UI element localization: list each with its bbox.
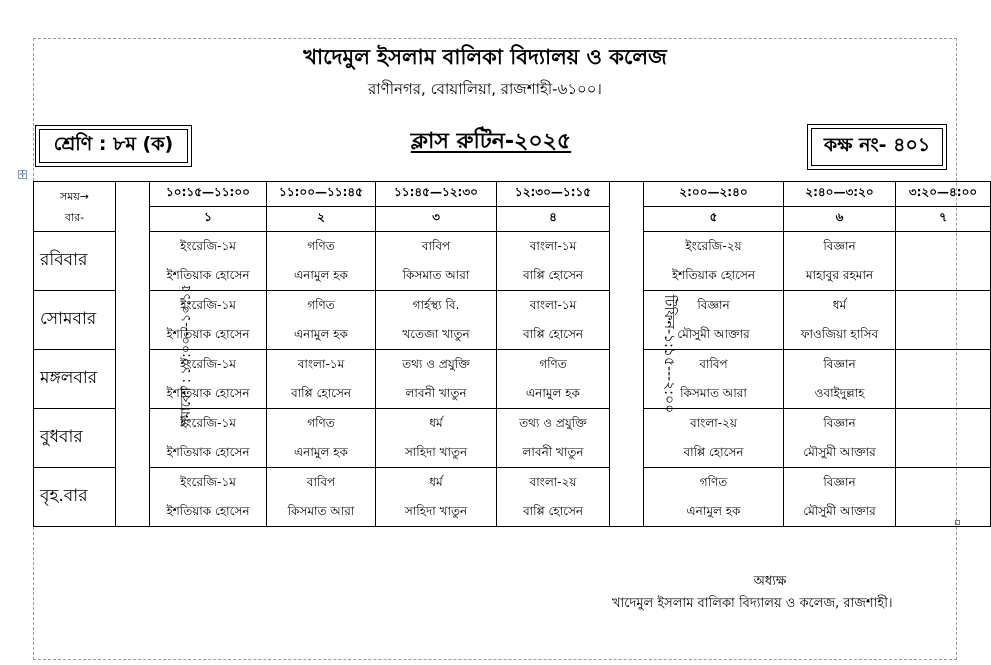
subject-name: তথ্য ও প্রযুক্তি — [519, 416, 587, 430]
subject-name: ইংরেজি-২য় — [685, 239, 742, 253]
class-cell — [896, 409, 991, 468]
teacher-name: ওবাইদুল্লাহ — [814, 386, 865, 400]
teacher-name: মৌসুমী আক্তার — [677, 327, 750, 341]
subject-name: গার্হস্থ্য বি. — [412, 298, 460, 312]
subject-name: ধর্ম — [429, 416, 443, 430]
class-cell — [497, 232, 610, 291]
subject-name: বাংলা-১ম — [529, 239, 577, 253]
time-header-row — [34, 182, 991, 207]
corner-time-label: সময়→ — [59, 189, 90, 203]
period-number: ৭ — [896, 207, 991, 232]
class-cell — [267, 232, 376, 291]
class-cell — [784, 350, 896, 409]
class-cell — [267, 409, 376, 468]
move-arrows-icon[interactable]: ✛ — [19, 170, 26, 179]
teacher-name: ফাওজিয়া হাসিব — [800, 327, 879, 341]
teacher-name: ইশতিয়াক হোসেন — [671, 268, 756, 282]
subject-name: ধর্ম — [832, 298, 847, 312]
school-name: খাদেমুল ইসলাম বালিকা বিদ্যালয় ও কলেজ — [303, 45, 667, 69]
class-cell — [150, 409, 267, 468]
class-cell — [497, 291, 610, 350]
room-number-label: কক্ষ নং- ৪০১ — [823, 134, 931, 156]
teacher-name: এনামুল হক — [294, 268, 348, 282]
assembly-label: সমাবেশ : ১০:০০---১০:১৫ — [178, 283, 194, 427]
teacher-name: খতেজা খাতুন — [402, 327, 470, 341]
routine-title — [350, 128, 632, 156]
subject-name: বাবিপ — [306, 475, 336, 489]
class-cell — [784, 409, 896, 468]
subject-name: ইংরেজি-১ম — [180, 357, 236, 371]
time-slot: ২:০০—২:৪০ — [644, 182, 784, 207]
subject-name: বাংলা-১ম — [529, 298, 577, 312]
class-cell — [150, 350, 267, 409]
class-cell — [644, 468, 784, 527]
teacher-name: ইশতিয়াক হোসেন — [166, 327, 250, 341]
period-header-row — [34, 207, 991, 232]
teacher-name: কিসমাত আরা — [287, 504, 355, 518]
subject-name: বিজ্ঞান — [823, 239, 856, 253]
period-number: ৫ — [644, 207, 784, 232]
time-slot: ১১:০০—১১:৪৫ — [267, 182, 376, 207]
subject-name: ধর্ম — [429, 475, 443, 489]
resize-handle-icon[interactable] — [955, 520, 960, 525]
teacher-name: মৌসুমী আক্তার — [803, 445, 876, 459]
time-slot: ২:৪০—৩:২০ — [784, 182, 896, 207]
time-slot: ১০:১৫—১১:০০ — [150, 182, 267, 207]
routine-table — [33, 181, 991, 527]
day-name: মঙ্গলবার — [34, 350, 116, 409]
class-cell — [267, 350, 376, 409]
subject-name: ইংরেজি-১ম — [180, 416, 236, 430]
subject-name: বিজ্ঞান — [823, 416, 856, 430]
class-cell — [784, 468, 896, 527]
class-label-box — [35, 125, 192, 167]
teacher-name: এনামুল হক — [294, 445, 348, 459]
class-label: শ্রেণি : ৮ম (ক) — [53, 133, 174, 155]
class-cell — [267, 291, 376, 350]
time-slot: ৩:২০—৪:০০ — [896, 182, 991, 207]
teacher-name: বাপ্পি হোসেন — [522, 327, 584, 341]
day-name: বুধবার — [34, 409, 116, 468]
subject-name: বাংলা-২য় — [529, 475, 577, 489]
teacher-name: ইশতিয়াক হোসেন — [166, 445, 250, 459]
subject-name: বিজ্ঞান — [697, 298, 730, 312]
subject-name: গণিত — [699, 475, 728, 489]
class-cell — [376, 468, 497, 527]
time-slot: ১১:৪৫—১২:৩০ — [376, 182, 497, 207]
class-cell — [896, 468, 991, 527]
teacher-name: বাপ্পি হোসেন — [522, 504, 584, 518]
day-name: বৃহ.বার — [34, 468, 116, 527]
subject-name: গণিত — [539, 357, 567, 371]
class-cell — [376, 232, 497, 291]
class-cell — [376, 291, 497, 350]
break-label: টিফিন-১:১৫---২:০০ — [661, 294, 678, 414]
class-cell — [150, 468, 267, 527]
class-cell — [150, 291, 267, 350]
school-address: রাণীনগর, বোয়ালিয়া, রাজশাহী-৬১০০। — [368, 80, 602, 98]
subject-name: ইংরেজি-১ম — [180, 239, 236, 253]
class-cell — [376, 409, 497, 468]
break-column — [610, 182, 678, 527]
teacher-name: এনামুল হক — [294, 327, 348, 341]
room-number-box — [807, 124, 947, 170]
class-cell — [896, 291, 991, 350]
teacher-name: লাবনী খাতুন — [405, 386, 467, 400]
corner-day-label: বার- — [64, 210, 85, 224]
corner-cell — [34, 182, 116, 232]
teacher-name: মাহাবুর রহমান — [805, 268, 874, 282]
assembly-column — [116, 182, 194, 527]
period-number: ৪ — [497, 207, 610, 232]
subject-name: ইংরেজি-১ম — [180, 475, 236, 489]
period-number: ২ — [267, 207, 376, 232]
signature-title: অধ্যক্ষ — [753, 574, 787, 589]
teacher-name: সাহিদা খাতুন — [404, 445, 468, 459]
subject-name: বাংলা-১ম — [297, 357, 345, 371]
class-cell — [267, 468, 376, 527]
subject-name: ইংরেজি-১ম — [180, 298, 236, 312]
teacher-name: ইশতিয়াক হোসেন — [166, 268, 250, 282]
subject-name: বিজ্ঞান — [823, 357, 856, 371]
day-row — [34, 468, 991, 527]
period-number: ৩ — [376, 207, 497, 232]
subject-name: বাবিপ — [421, 239, 451, 253]
subject-name: বাংলা-২য় — [690, 416, 737, 430]
class-cell — [784, 232, 896, 291]
teacher-name: কিসমাত আরা — [680, 386, 747, 400]
teacher-name: বাপ্পি হোসেন — [522, 268, 584, 282]
teacher-name: ইশতিয়াক হোসেন — [166, 504, 250, 518]
teacher-name: মৌসুমী আক্তার — [803, 504, 876, 518]
teacher-name: কিসমাত আরা — [402, 268, 470, 282]
time-slot: ১২:৩০—১:১৫ — [497, 182, 610, 207]
class-cell — [784, 291, 896, 350]
teacher-name: লাবনী খাতুন — [522, 445, 584, 459]
class-cell — [644, 232, 784, 291]
subject-name: গণিত — [307, 239, 335, 253]
day-name: রবিবার — [34, 232, 116, 291]
class-cell — [896, 350, 991, 409]
period-number: ১ — [150, 207, 267, 232]
teacher-name: ইশতিয়াক হোসেন — [166, 386, 250, 400]
teacher-name: বাপ্পি হোসেন — [290, 386, 352, 400]
class-cell — [644, 409, 784, 468]
teacher-name: সাহিদা খাতুন — [404, 504, 468, 518]
class-cell — [896, 232, 991, 291]
signature-institution: খাদেমুল ইসলাম বালিকা বিদ্যালয় ও কলেজ, রাজশাহী। — [612, 596, 893, 611]
class-cell — [497, 409, 610, 468]
routine-title-text: ক্লাস রুটিন-২০২৫ — [410, 129, 572, 154]
period-number: ৬ — [784, 207, 896, 232]
subject-name: বিজ্ঞান — [823, 475, 856, 489]
class-cell — [497, 468, 610, 527]
subject-name: তথ্য ও প্রযুক্তি — [402, 357, 470, 371]
subject-name: গণিত — [307, 298, 335, 312]
class-cell — [150, 232, 267, 291]
class-cell — [497, 350, 610, 409]
teacher-name: এনামুল হক — [526, 386, 580, 400]
teacher-name: বাপ্পি হোসেন — [683, 445, 744, 459]
teacher-name: এনামুল হক — [686, 504, 741, 518]
day-name: সোমবার — [34, 291, 116, 350]
subject-name: বাবিপ — [699, 357, 728, 371]
subject-name: গণিত — [307, 416, 335, 430]
day-row — [34, 232, 991, 291]
class-cell — [376, 350, 497, 409]
